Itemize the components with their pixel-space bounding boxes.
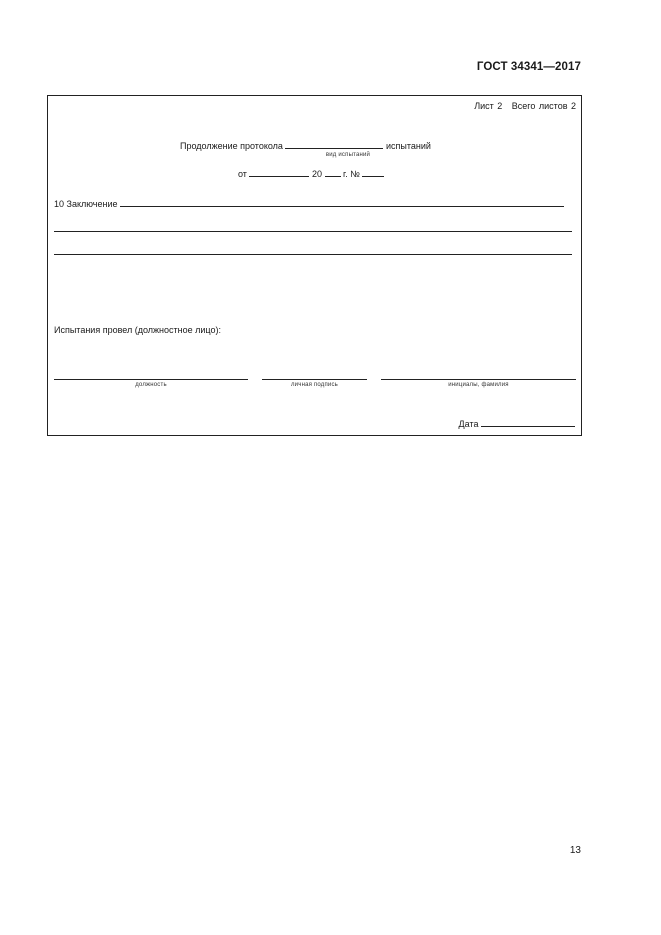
conclusion-rule-3[interactable] <box>54 254 572 255</box>
position-blank[interactable] <box>54 379 248 380</box>
conclusion-label: 10 Заключение <box>54 199 118 209</box>
date-year-suffix: г. № <box>343 169 360 179</box>
sheet-number: Лист 2 <box>474 101 503 111</box>
date-year-label: 20 <box>311 169 322 179</box>
date-label: Дата <box>458 419 479 429</box>
sheet-info <box>474 101 576 111</box>
document-code: ГОСТ 34341—2017 <box>476 61 581 73</box>
tested-by-label: Испытания провел (должностное лицо): <box>54 325 221 335</box>
conclusion-rule-2[interactable] <box>54 231 572 232</box>
position-caption: должность <box>135 382 167 388</box>
protocol-number-blank[interactable] <box>362 167 384 177</box>
conclusion-line <box>54 197 564 209</box>
signature-blank[interactable] <box>262 379 367 380</box>
signature-caption: личная подпись <box>290 382 339 388</box>
continuation-line <box>180 139 431 151</box>
date-number-line <box>238 167 384 179</box>
date-blank[interactable] <box>249 167 309 177</box>
test-type-blank[interactable] <box>285 139 383 149</box>
continuation-prefix: Продолжение протокола <box>180 141 283 151</box>
date-line <box>459 417 575 429</box>
name-caption: инициалы, фамилия <box>448 382 509 388</box>
year-blank[interactable] <box>325 167 341 177</box>
test-type-caption: вид испытаний <box>325 152 371 158</box>
date-from-label: от <box>238 169 247 179</box>
continuation-suffix: испытаний <box>385 141 431 151</box>
page-number: 13 <box>569 845 581 856</box>
conclusion-blank[interactable] <box>120 197 564 207</box>
total-sheets: Всего листов 2 <box>511 101 576 111</box>
date-signed-blank[interactable] <box>481 417 575 427</box>
name-blank[interactable] <box>381 379 576 380</box>
protocol-form <box>47 95 582 436</box>
